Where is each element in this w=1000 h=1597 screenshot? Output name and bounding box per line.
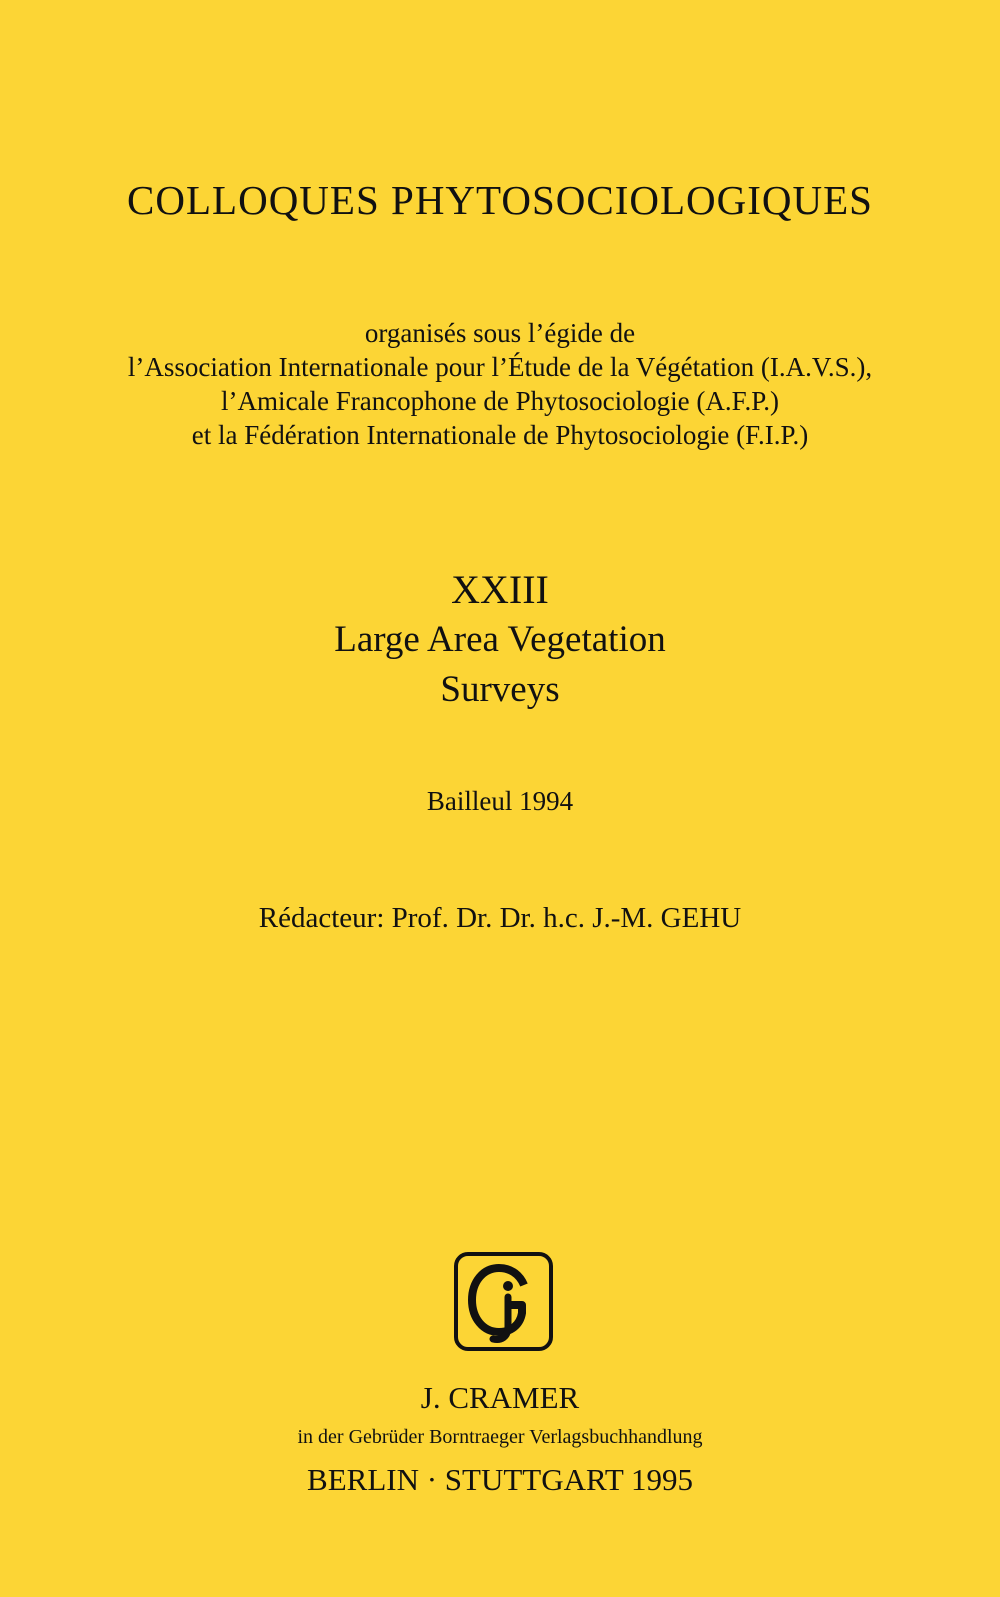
volume-title-line-1: Large Area Vegetation	[334, 619, 666, 660]
volume-number: XXIII	[451, 567, 549, 612]
organizer-afp: l’Amicale Francophone de Phytosociologie (A.F.P.)	[221, 386, 779, 416]
organizer-fip: et la Fédération Internationale de Phytosociologie (F.I.P.)	[191, 420, 809, 450]
place-year: Bailleul 1994	[426, 786, 574, 816]
publisher-monogram-icon	[453, 1251, 554, 1352]
volume-title-line-2: Surveys	[440, 669, 560, 710]
publisher-name: J. CRAMER	[420, 1380, 580, 1415]
editor-credit: Rédacteur: Prof. Dr. Dr. h.c. J.-M. GEHU	[258, 902, 742, 934]
publisher-city-year: BERLIN · STUTTGART 1995	[307, 1462, 693, 1497]
publisher-subtitle: in der Gebrüder Borntraeger Verlagsbuchhandlung	[297, 1426, 703, 1448]
organizers-intro: organisés sous l’égide de	[364, 318, 636, 348]
organizer-iavs: l’Association Internationale pour l’Étude de la Végétation (I.A.V.S.),	[127, 352, 873, 382]
series-title: COLLOQUES PHYTOSOCIOLOGIQUES	[127, 177, 873, 223]
